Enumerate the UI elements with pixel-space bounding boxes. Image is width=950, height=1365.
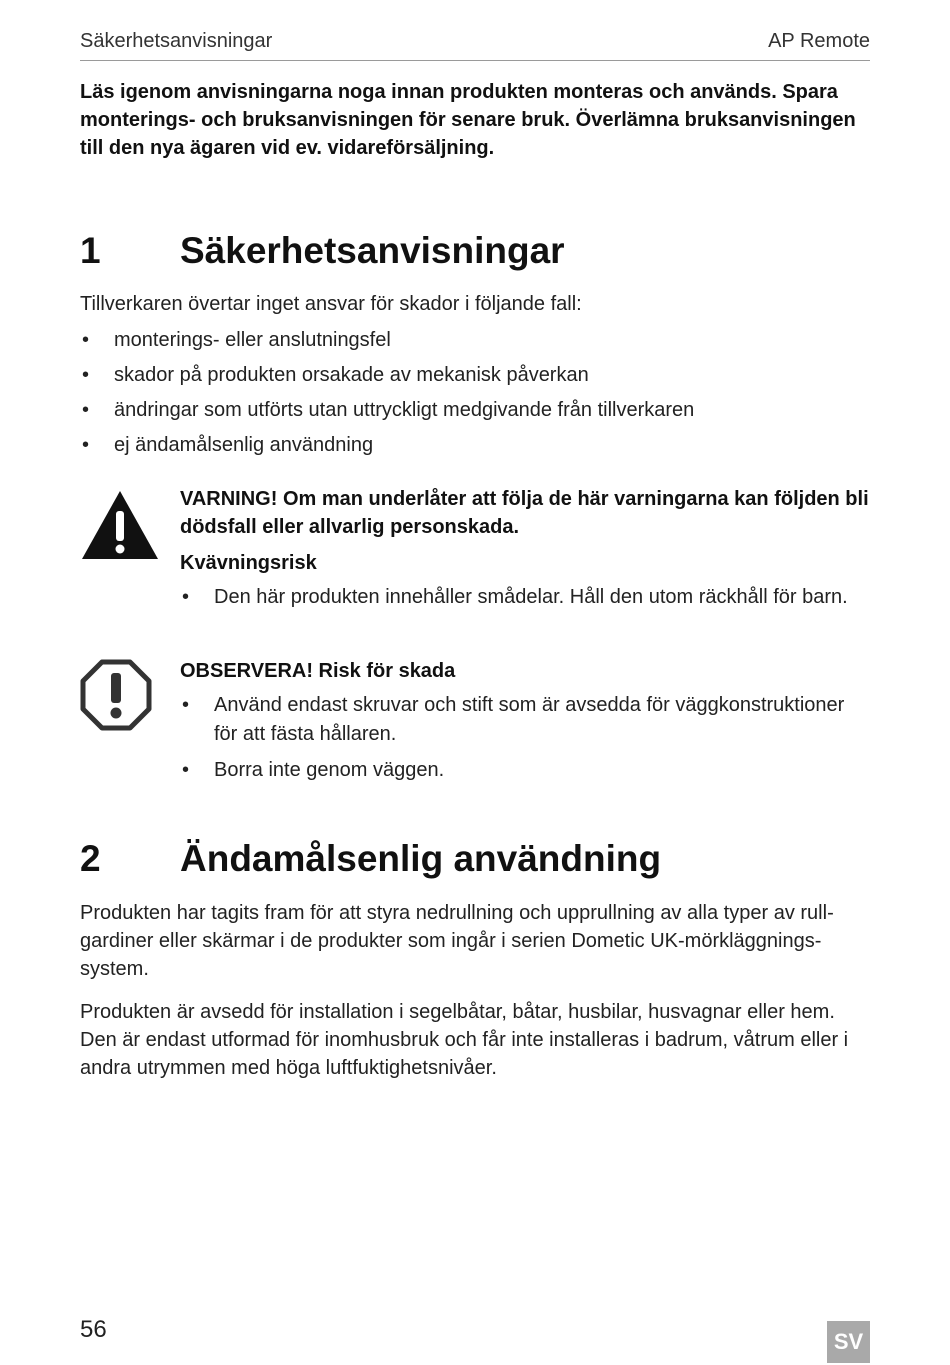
section-number: 1 (80, 230, 101, 271)
page-number: 56 (80, 1316, 107, 1343)
caution-title: OBSERVERA! Risk för skada (180, 660, 456, 682)
warning-list (180, 583, 870, 612)
section-2-paragraph: Produkten har tagits fram för att styra nedrullning och upprullning av alla typer av rullgardiner eller skärmar i de produkter som ingår i serien Dometic UK-mörkläggningssystem. (80, 902, 834, 980)
caution-list (180, 691, 870, 785)
list-item: • ej ändamålsenlig användning (82, 434, 374, 456)
caution-body (180, 657, 870, 792)
section-1-heading (80, 230, 870, 276)
list-item: • ändringar som utförts utan uttryckligt medgivande från tillverkaren (82, 399, 695, 421)
liability-list (80, 326, 870, 466)
section-2-paragraph: Produkten är avsedd för installation i segelbåtar, båtar, husbilar, husvagnar eller hem. Den är endast utformad för inomhusbruk och får inte installeras i badrum, våtrum eller i andra utrymmen med höga luftfuktighetsnivåer. (80, 1001, 849, 1079)
warning-triangle-icon (80, 489, 160, 561)
warning-body (180, 485, 870, 619)
document-page (80, 0, 870, 1365)
list-item: • skador på produkten orsakade av mekanisk påverkan (82, 364, 589, 386)
list-item: • Den här produkten innehåller smådelar. Håll den utom räckhåll för barn. (182, 586, 848, 608)
section-2-heading (80, 838, 870, 884)
section-title: Ändamålsenlig användning (180, 838, 662, 879)
intro-notice: Läs igenom anvisningarna noga innan produkten monteras och används. Spara monterings- och bruksanvisningen för senare bruk. Överlämna bruksanvisningen till den nya ägaren vid ev. vidareförsäljning. (80, 81, 856, 159)
warning-subtitle: Kvävningsrisk (180, 552, 317, 574)
caution-octagon-icon (80, 659, 152, 731)
section-number: 2 (80, 838, 101, 879)
header-section-title: Säkerhetsanvisningar (80, 30, 273, 52)
list-item: • Använd endast skruvar och stift som är avsedda för väggkonstruktioner för att fästa hållaren. (182, 694, 845, 745)
header-product-name: AP Remote (768, 30, 870, 52)
running-header (80, 28, 870, 61)
language-badge: SV (827, 1321, 870, 1363)
section-1-lead: Tillverkaren övertar inget ansvar för skador i följande fall: (80, 293, 582, 315)
section-title: Säkerhetsanvisningar (180, 230, 565, 271)
list-item: • Borra inte genom väggen. (182, 759, 445, 781)
list-item: • monterings- eller anslutningsfel (82, 329, 391, 351)
warning-title: VARNING! Om man underlåter att följa de här varningarna kan följden bli dödsfall eller allvarlig personskada. (180, 488, 869, 538)
